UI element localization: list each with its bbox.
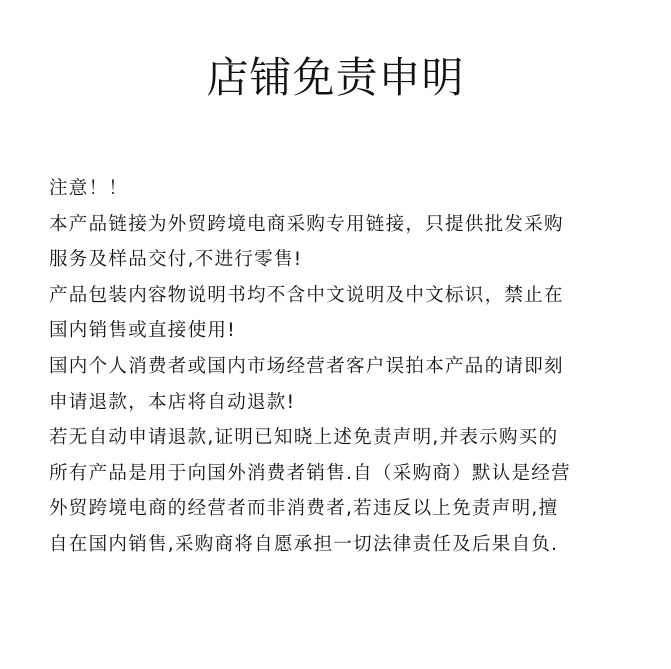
body-line: 自在国内销售,采购商将自愿承担一切法律责任及后果自负. xyxy=(49,533,559,555)
body-line: 若无自动申请退款,证明已知晓上述免责声明,并表示购买的 xyxy=(49,427,559,449)
page-title: 店铺免责申明 xyxy=(206,53,465,102)
body-line: 申请退款，本店将自动退款! xyxy=(49,391,296,413)
disclaimer-body xyxy=(49,171,649,563)
body-line: 国内个人消费者或国内市场经营者客户误拍本产品的请即刻 xyxy=(49,355,564,377)
body-line: 本产品链接为外贸跨境电商采购专用链接，只提供批发采购 xyxy=(49,213,564,235)
body-line: 产品包装内容物说明书均不含中文说明及中文标识，禁止在 xyxy=(49,284,564,306)
notice-line: 注意！！ xyxy=(49,178,129,199)
body-line: 外贸跨境电商的经营者而非消费者,若违反以上免责声明,擅 xyxy=(49,498,559,520)
body-line: 国内销售或直接使用! xyxy=(49,320,236,342)
body-line: 所有产品是用于向国外消费者销售.自（采购商）默认是经营 xyxy=(49,462,571,484)
body-line: 服务及样品交付,不进行零售! xyxy=(49,249,303,271)
